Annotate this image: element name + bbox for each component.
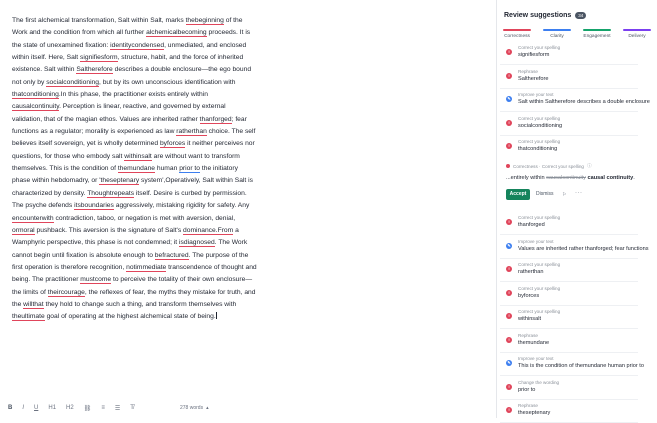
suggestion-card[interactable] bbox=[500, 111, 638, 136]
correctness-alert-icon: ! bbox=[506, 120, 512, 126]
flagged-word[interactable]: thatconditioning bbox=[12, 91, 59, 99]
suggestion-card[interactable] bbox=[500, 64, 638, 89]
text-run: proceeds. It is the state of unexamined fixation: bbox=[12, 29, 251, 49]
suggestion-card[interactable] bbox=[500, 398, 638, 423]
text-run: a Wamphyric perspective, this phase is not condemned; it bbox=[12, 226, 239, 247]
text-run: , the reflexes of fear, the myths they mistake for truth, and the bbox=[12, 288, 256, 308]
sidebar-title: Review suggestions bbox=[504, 12, 572, 19]
accept-button[interactable]: Accept bbox=[506, 189, 530, 200]
suggestion-type: Correct your spelling bbox=[518, 285, 561, 291]
suggestion-text: themundane bbox=[518, 339, 550, 346]
suggestion-text: Salt within Saltherefore describes a double enclosure bbox=[518, 99, 650, 105]
clarity-pencil-icon: ✎ bbox=[507, 360, 511, 365]
correctness-alert-icon: ! bbox=[506, 337, 512, 343]
correctness-dot-icon bbox=[506, 164, 510, 168]
suggestion-text: signifiesform bbox=[518, 52, 550, 58]
correctness-alert-icon: ! bbox=[506, 143, 512, 149]
bold-button[interactable]: B bbox=[8, 405, 13, 411]
suggestion-card[interactable] bbox=[500, 210, 638, 235]
text-run: contradiction, taboo, or negation is met with aversion, denial, bbox=[53, 214, 236, 222]
suggestion-type: Correct your spelling bbox=[518, 262, 561, 267]
flagged-word[interactable]: dominance.From bbox=[183, 226, 234, 234]
text-run: pushback. This aversion is the signature of Salt's bbox=[34, 226, 184, 234]
tab-label: Clarity bbox=[550, 34, 564, 39]
text-run: of the Work and the condition from which all further bbox=[12, 17, 243, 37]
flagged-word[interactable]: notimmediate bbox=[126, 263, 167, 271]
flagged-word[interactable]: ratherthan bbox=[176, 128, 207, 136]
suggestion-text: ratherthan bbox=[518, 269, 544, 275]
flagged-word[interactable]: causalcontinuity bbox=[12, 103, 60, 111]
suggestion-card[interactable] bbox=[500, 304, 638, 329]
flagged-word[interactable]: mustcome bbox=[80, 276, 112, 284]
link-icon[interactable]: ⛓ bbox=[83, 405, 92, 412]
expanded-label: Correctness · Correct your spelling bbox=[513, 163, 584, 169]
suggestion-count-badge: 34 bbox=[575, 12, 586, 19]
suggestion-type: Correct your spelling bbox=[518, 309, 561, 314]
category-bar bbox=[623, 29, 651, 31]
suggestion-text: thatconditioning bbox=[518, 146, 558, 152]
text-run: system',Operatively, Salt within Salt is characterized by density. bbox=[12, 177, 253, 197]
suggestion-type: Rephrase bbox=[518, 68, 538, 74]
correctness-alert-icon: ! bbox=[506, 219, 512, 225]
flagged-word[interactable]: themundane bbox=[117, 165, 156, 173]
flagged-word[interactable]: theultimate bbox=[12, 313, 45, 321]
flagged-word[interactable]: Thoughtrepeats bbox=[87, 189, 135, 197]
document-paragraph[interactable] bbox=[12, 15, 257, 324]
suggestion-card[interactable] bbox=[500, 234, 649, 259]
text-run: describes a double enclosure—the ego bound not only by bbox=[12, 66, 252, 86]
text-run: . The Work cannot begin until fixation is absolute enough to bbox=[12, 239, 248, 259]
suggestions-sidebar bbox=[496, 0, 650, 418]
text-run: , unmediated, and enclosed within itself. Here, Salt bbox=[12, 41, 247, 62]
text-run: goal of operating at the highest alchemical state of being. bbox=[44, 313, 216, 321]
flagged-word[interactable]: Saltherefore bbox=[76, 66, 113, 74]
text-run: are without want to transform themselves. This is the condition of bbox=[12, 152, 240, 173]
suggestion-card[interactable] bbox=[500, 328, 638, 353]
text-run: to perceive the totality of their own enclosure—the limits of bbox=[12, 276, 253, 296]
flagged-word[interactable]: itsboundaries bbox=[74, 202, 114, 210]
text-run: , but by its own unconscious identification with bbox=[99, 78, 236, 86]
more-options-icon[interactable]: ··· bbox=[575, 190, 583, 196]
text-cursor bbox=[216, 312, 217, 319]
tab-label: Delivery bbox=[628, 34, 646, 39]
text-run: The first alchemical transformation, Salt within Salt, marks bbox=[12, 17, 186, 24]
flagged-word[interactable]: signifiesform bbox=[80, 54, 118, 62]
suggestion-card[interactable] bbox=[500, 375, 638, 400]
suggestion-type: Improve your text bbox=[518, 238, 554, 244]
suggestion-text: theseptenary bbox=[518, 410, 551, 416]
suggestion-text: byforces bbox=[518, 292, 540, 299]
correctness-alert-icon: ! bbox=[506, 290, 512, 296]
text-run: . Perception is linear, reactive, and governed by external validation, that of the magian ethos. Values are inherited rather bbox=[12, 103, 226, 123]
format-toolbar bbox=[8, 402, 134, 414]
preview-prefix: ...entirely within bbox=[506, 175, 547, 181]
suggestion-type: Correct your spelling bbox=[518, 45, 561, 50]
original-word: causalcontinuity bbox=[546, 175, 586, 181]
text-run: choice. The self believes itself sovereign, yet is wholly determined bbox=[12, 128, 256, 148]
suggestion-card[interactable] bbox=[500, 257, 638, 282]
flagged-word[interactable]: socialconditioning bbox=[46, 78, 99, 86]
ordered-list-icon[interactable]: ≡ bbox=[101, 405, 105, 411]
category-bar bbox=[503, 29, 531, 31]
flagged-word[interactable]: ormoral bbox=[12, 226, 35, 234]
text-run: they hold to change such a thing, and transform themselves with bbox=[43, 300, 237, 308]
suggestion-type: Rephrase bbox=[518, 403, 538, 408]
clarity-pencil-icon: ✎ bbox=[507, 242, 511, 248]
word-count-label: 278 words bbox=[180, 405, 204, 411]
correctness-alert-icon: ! bbox=[506, 313, 512, 319]
suggestion-text: thanforged bbox=[518, 222, 545, 228]
suggestion-text: Values are inherited rather thanforged; fear functions bbox=[518, 245, 649, 252]
suggestion-text: prior to bbox=[518, 386, 536, 393]
text-run: it neither perceives nor questions, for those who embody salt bbox=[12, 140, 255, 160]
dismiss-button[interactable]: Dismiss bbox=[536, 191, 554, 197]
text-run: . The purpose of the first operation is therefore recognition, bbox=[12, 251, 249, 271]
flag-icon[interactable]: ⚐ bbox=[562, 192, 567, 198]
flagged-word[interactable]: 'theseptenary bbox=[99, 177, 140, 185]
correctness-alert-icon: ! bbox=[506, 407, 512, 413]
expanded-header bbox=[506, 163, 592, 169]
correctness-alert-icon: ! bbox=[506, 49, 512, 55]
tab-label: Engagement bbox=[583, 34, 611, 39]
flagged-word[interactable]: willthat bbox=[23, 300, 44, 308]
underline-button[interactable]: U bbox=[34, 405, 39, 411]
flagged-word[interactable]: alchemicalbecoming bbox=[146, 29, 207, 37]
suggestion-type: Improve your text bbox=[518, 92, 554, 97]
preview-suffix: . bbox=[633, 175, 635, 181]
italic-button[interactable]: I bbox=[22, 405, 25, 411]
suggestion-type: Correct your spelling bbox=[518, 215, 561, 220]
text-run: transcendence of thought and being. The practitioner bbox=[12, 263, 257, 284]
suggestion-text: socialconditioning bbox=[518, 122, 563, 129]
text-run: ; fear functions as a regulator; morality is experienced as law bbox=[12, 115, 247, 136]
text-run: human bbox=[155, 165, 180, 173]
flagged-word[interactable]: prior to bbox=[179, 165, 201, 173]
text-run: .In this phase, the practitioner exists entirely within bbox=[58, 91, 208, 99]
flagged-word[interactable]: withinsalt bbox=[124, 152, 152, 160]
sidebar-header bbox=[504, 12, 586, 19]
clear-format-icon[interactable]: T̸ bbox=[130, 405, 134, 411]
category-bar bbox=[543, 29, 571, 31]
text-run: itself. Desire is curbed by permission. The psyche defends bbox=[12, 189, 247, 210]
clarity-pencil-icon: ✎ bbox=[507, 96, 511, 101]
word-count[interactable] bbox=[180, 405, 209, 411]
chevron-up-icon: ▴ bbox=[206, 405, 209, 411]
tab-label: Correctness bbox=[504, 34, 530, 39]
document-text[interactable] bbox=[12, 15, 257, 324]
text-run: aggressively, mistaking rigidity for safety. Any bbox=[113, 202, 250, 210]
category-bar bbox=[583, 29, 611, 31]
suggestion-card[interactable] bbox=[500, 87, 650, 112]
suggestion-type: Correct your spelling bbox=[518, 139, 561, 144]
correctness-alert-icon: ! bbox=[506, 266, 512, 272]
flagged-word[interactable]: thanforged bbox=[199, 115, 232, 123]
flagged-word[interactable]: encounterwith bbox=[12, 214, 54, 222]
suggestion-card[interactable] bbox=[500, 281, 638, 306]
suggestion-card[interactable] bbox=[500, 351, 644, 376]
text-run: , structure, habit, and the force of inherited existence. Salt within bbox=[12, 54, 244, 74]
suggestion-card[interactable] bbox=[500, 40, 638, 65]
suggestion-preview bbox=[506, 175, 635, 181]
flagged-word[interactable]: befractured bbox=[154, 251, 189, 259]
suggestion-type: Change the wording bbox=[518, 379, 560, 385]
suggestion-text: withinsalt bbox=[518, 316, 542, 322]
expanded-suggestion[interactable] bbox=[500, 158, 638, 206]
flagged-word[interactable]: byforces bbox=[159, 140, 186, 148]
flagged-word[interactable]: thebeginning bbox=[185, 17, 224, 24]
info-icon[interactable]: ⓘ bbox=[586, 163, 592, 168]
suggestion-type: Correct your spelling bbox=[518, 115, 561, 121]
flagged-word[interactable]: identitycondensed bbox=[110, 41, 165, 49]
replacement-word[interactable]: causal continuity bbox=[587, 175, 634, 181]
suggestion-card[interactable] bbox=[500, 134, 638, 159]
text-run: the initiatory phase within hebdomadry, or bbox=[12, 165, 238, 185]
suggestion-text: This is the condition of themundane human prior to bbox=[518, 363, 644, 369]
heading2-button[interactable]: H2 bbox=[66, 405, 74, 411]
suggestion-type: Improve your text bbox=[518, 356, 554, 361]
suggestion-type: Rephrase bbox=[518, 332, 538, 338]
bullet-list-icon[interactable]: ☰ bbox=[114, 405, 121, 412]
heading1-button[interactable]: H1 bbox=[48, 405, 57, 411]
suggestion-text: Saltherefore bbox=[518, 75, 549, 82]
correctness-alert-icon: ! bbox=[506, 384, 512, 390]
flagged-word[interactable]: theircourage bbox=[47, 288, 85, 296]
correctness-alert-icon: ! bbox=[506, 73, 512, 79]
flagged-word[interactable]: isdiagnosed bbox=[179, 239, 215, 247]
